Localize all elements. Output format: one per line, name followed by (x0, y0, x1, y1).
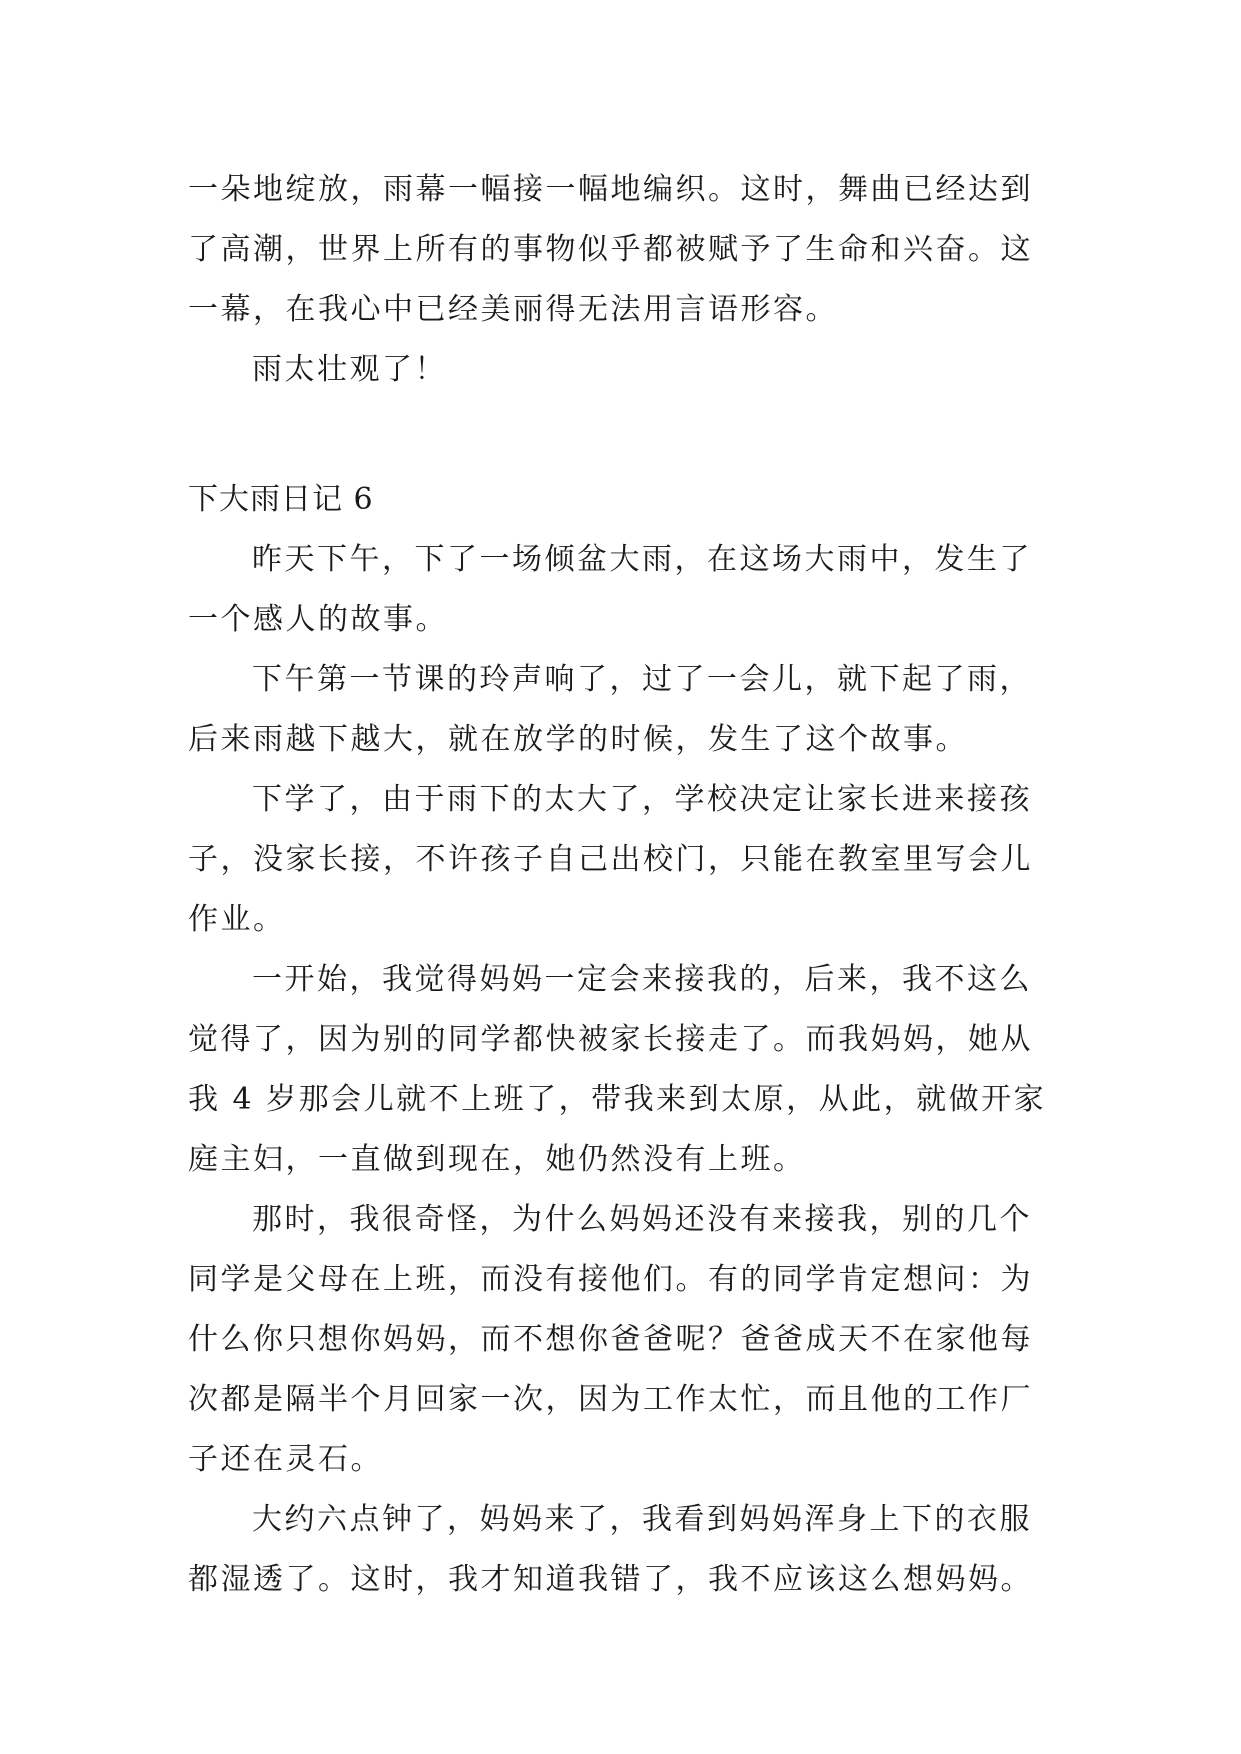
heading-text: 下大雨日记 6 (188, 482, 374, 517)
text-line: 雨太壮观了！ (252, 352, 447, 387)
text-line: 庭主妇，一直做到现在，她仍然没有上班。 (188, 1142, 806, 1177)
paragraph (188, 1490, 1068, 1610)
paragraph (188, 770, 1068, 950)
paragraph (188, 340, 1068, 400)
section-heading (188, 470, 1068, 530)
text-line: 我 4 岁那会儿就不上班了，带我来到太原，从此，就做开家 (188, 1082, 1047, 1117)
paragraph (188, 650, 1068, 770)
text-line: 大约六点钟了，妈妈来了，我看到妈妈浑身上下的衣服 (252, 1502, 1032, 1537)
text-line: 后来雨越下越大，就在放学的时候，发生了这个故事。 (188, 722, 968, 757)
text-line: 子还在灵石。 (188, 1442, 383, 1477)
text-line: 那时，我很奇怪，为什么妈妈还没有来接我，别的几个 (252, 1202, 1032, 1237)
text-line: 下学了，由于雨下的太大了，学校决定让家长进来接孩 (252, 782, 1032, 817)
text-line: 子，没家长接，不许孩子自己出校门，只能在教室里写会儿 (188, 842, 1033, 877)
text-line: 同学是父母在上班，而没有接他们。有的同学肯定想问：为 (188, 1262, 1033, 1297)
text-line: 什么你只想你妈妈，而不想你爸爸呢？爸爸成天不在家他每 (188, 1322, 1033, 1357)
paragraph (188, 1190, 1068, 1490)
text-line: 昨天下午，下了一场倾盆大雨，在这场大雨中，发生了 (252, 542, 1032, 577)
section-spacer (188, 400, 1068, 470)
text-line: 一幕，在我心中已经美丽得无法用言语形容。 (188, 292, 838, 327)
text-line: 次都是隔半个月回家一次，因为工作太忙，而且他的工作厂 (188, 1382, 1033, 1417)
paragraph (188, 950, 1068, 1190)
text-line: 一个感人的故事。 (188, 602, 448, 637)
text-line: 一开始，我觉得妈妈一定会来接我的，后来，我不这么 (252, 962, 1032, 997)
paragraph (188, 530, 1068, 650)
text-line: 觉得了，因为别的同学都快被家长接走了。而我妈妈，她从 (188, 1022, 1033, 1057)
text-line: 都湿透了。这时，我才知道我错了，我不应该这么想妈妈。 (188, 1562, 1033, 1597)
text-line: 下午第一节课的玲声响了，过了一会儿，就下起了雨， (252, 662, 1032, 697)
document-body (188, 160, 1068, 1610)
text-line: 作业。 (188, 902, 286, 937)
text-line: 了高潮，世界上所有的事物似乎都被赋予了生命和兴奋。这 (188, 232, 1033, 267)
text-line: 一朵地绽放，雨幕一幅接一幅地编织。这时，舞曲已经达到 (188, 172, 1033, 207)
paragraph (188, 160, 1068, 340)
